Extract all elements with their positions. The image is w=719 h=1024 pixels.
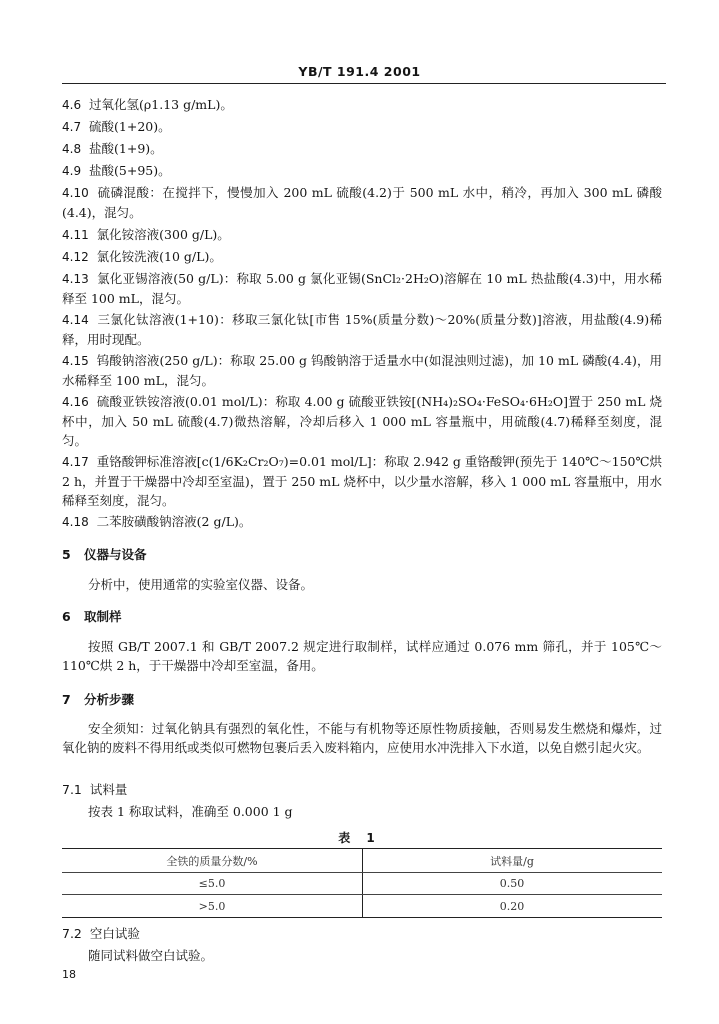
reagent-item	[62, 269, 662, 308]
subsection-title: 空白试验	[89, 926, 140, 941]
item-text: 重铬酸钾标准溶液[c(1/6K₂Cr₂O₇)=0.01 mol/L]：称取 2.942 g 重铬酸钾(预先于 140℃～150℃烘 2 h，并置于干燥器中冷却至室温)，置于 250 mL 烧杯中，以少量水溶解，移入 1 000 mL 容量瓶中，用水稀释至刻度，混匀。	[62, 454, 662, 508]
item-number: 4.10	[62, 186, 89, 200]
reagent-item	[62, 392, 662, 450]
table-rule	[62, 872, 662, 873]
item-number: 4.9	[62, 164, 82, 178]
section-number: 7	[62, 692, 71, 707]
sample-mass-table	[62, 848, 662, 918]
reagent-item	[62, 512, 662, 532]
reagent-item	[62, 139, 662, 159]
item-number: 4.6	[62, 98, 82, 112]
section-heading	[62, 690, 134, 709]
subsection-title: 试料量	[89, 782, 128, 797]
subsection-text: 按表 1 称取试料，准确至 0.000 1 g	[88, 804, 293, 819]
subsection-text: 随同试料做空白试验。	[88, 948, 214, 963]
section-heading	[62, 607, 122, 626]
item-number: 4.15	[62, 354, 89, 368]
item-text: 硫磷混酸：在搅拌下，慢慢加入 200 mL 硫酸(4.2)于 500 mL 水中，稍冷，再加入 300 mL 磷酸(4.4)，混匀。	[62, 185, 662, 220]
item-number: 4.8	[62, 142, 82, 156]
section-number: 5	[62, 547, 71, 562]
section-paragraph: 安全须知：过氧化钠具有强烈的氧化性，不能与有机物等还原性物质接触，否则易发生燃烧和爆炸，过氧化钠的废料不得用纸或类似可燃物包裹后丢入废料箱内，应使用水冲洗排入下水道，以免自燃引起火灾。	[62, 721, 662, 756]
item-number: 4.13	[62, 272, 89, 286]
item-text: 盐酸(5+95)。	[89, 163, 171, 178]
item-text: 氯化铵溶液(300 g/L)。	[96, 227, 230, 242]
table-cell: ≤5.0	[198, 877, 226, 890]
item-text: 盐酸(1+9)。	[89, 141, 163, 156]
section-title: 仪器与设备	[84, 547, 147, 562]
table-cell: 0.50	[499, 877, 525, 890]
table-title: 表 1	[338, 831, 381, 845]
item-text: 三氯化钛溶液(1+10)：移取三氯化钛[市售 15%(质量分数)～20%(质量分数)]溶液，用盐酸(4.9)稀释，用时现配。	[62, 312, 662, 347]
header-rule	[62, 83, 666, 84]
reagent-item	[62, 161, 662, 181]
item-text: 氯化铵洗液(10 g/L)。	[96, 249, 222, 264]
item-text: 氯化亚锡溶液(50 g/L)：称取 5.00 g 氯化亚锡(SnCl₂·2H₂O)溶解在 10 mL 热盐酸(4.3)中，用水稀释至 100 mL，混匀。	[62, 271, 662, 306]
section-number: 6	[62, 609, 71, 624]
item-text: 二苯胺磺酸钠溶液(2 g/L)。	[96, 514, 252, 529]
item-number: 4.17	[62, 455, 89, 469]
item-number: 4.12	[62, 250, 89, 264]
reagent-item	[62, 351, 662, 390]
table-rule	[62, 894, 662, 895]
item-number: 4.7	[62, 120, 82, 134]
section-title: 取制样	[84, 609, 122, 624]
page-header: YB/T 191.4 2001	[298, 64, 421, 79]
reagent-item	[62, 452, 662, 510]
table-header-cell: 全铁的质量分数/%	[166, 855, 258, 868]
item-number: 4.18	[62, 515, 89, 529]
reagent-item	[62, 310, 662, 349]
subsection-heading	[62, 780, 127, 799]
item-number: 4.16	[62, 395, 89, 409]
item-text: 硫酸亚铁铵溶液(0.01 mol/L)：称取 4.00 g 硫酸亚铁铵[(NH₄)₂SO₄·FeSO₄·6H₂O]置于 250 mL 烧杯中，加入 50 mL 硫酸(4.7)微热溶解，冷却后移入 1 000 mL 容量瓶中，用硫酸(4.7)稀释至刻度，混匀。	[62, 394, 663, 448]
reagent-item	[62, 247, 662, 267]
section-paragraph: 分析中，使用通常的实验室仪器、设备。	[88, 577, 314, 592]
section-heading	[62, 545, 147, 564]
item-number: 4.11	[62, 228, 89, 242]
subsection-number: 7.1	[62, 782, 82, 797]
item-text: 钨酸钠溶液(250 g/L)：称取 25.00 g 钨酸钠溶于适量水中(如混浊则过滤)，加 10 mL 磷酸(4.4)，用水稀释至 100 mL，混匀。	[62, 353, 662, 388]
reagent-item	[62, 117, 662, 137]
reagent-item	[62, 95, 662, 115]
subsection-number: 7.2	[62, 926, 82, 941]
item-text: 硫酸(1+20)。	[89, 119, 171, 134]
table-cell: 0.20	[499, 900, 525, 913]
table-header-cell: 试料量/g	[490, 855, 534, 868]
item-text: 过氧化氢(ρ1.13 g/mL)。	[89, 97, 233, 112]
page-number: 18	[62, 968, 76, 981]
item-number: 4.14	[62, 313, 89, 327]
reagent-item	[62, 183, 662, 222]
section-paragraph: 按照 GB/T 2007.1 和 GB/T 2007.2 规定进行取制样，试样应通过 0.076 mm 筛孔，并于 105℃～110℃烘 2 h，于干燥器中冷却至室温，备用。	[62, 639, 662, 674]
section-title: 分析步骤	[84, 692, 135, 707]
reagent-item	[62, 225, 662, 245]
subsection-heading	[62, 924, 140, 943]
table-cell: >5.0	[198, 900, 226, 913]
